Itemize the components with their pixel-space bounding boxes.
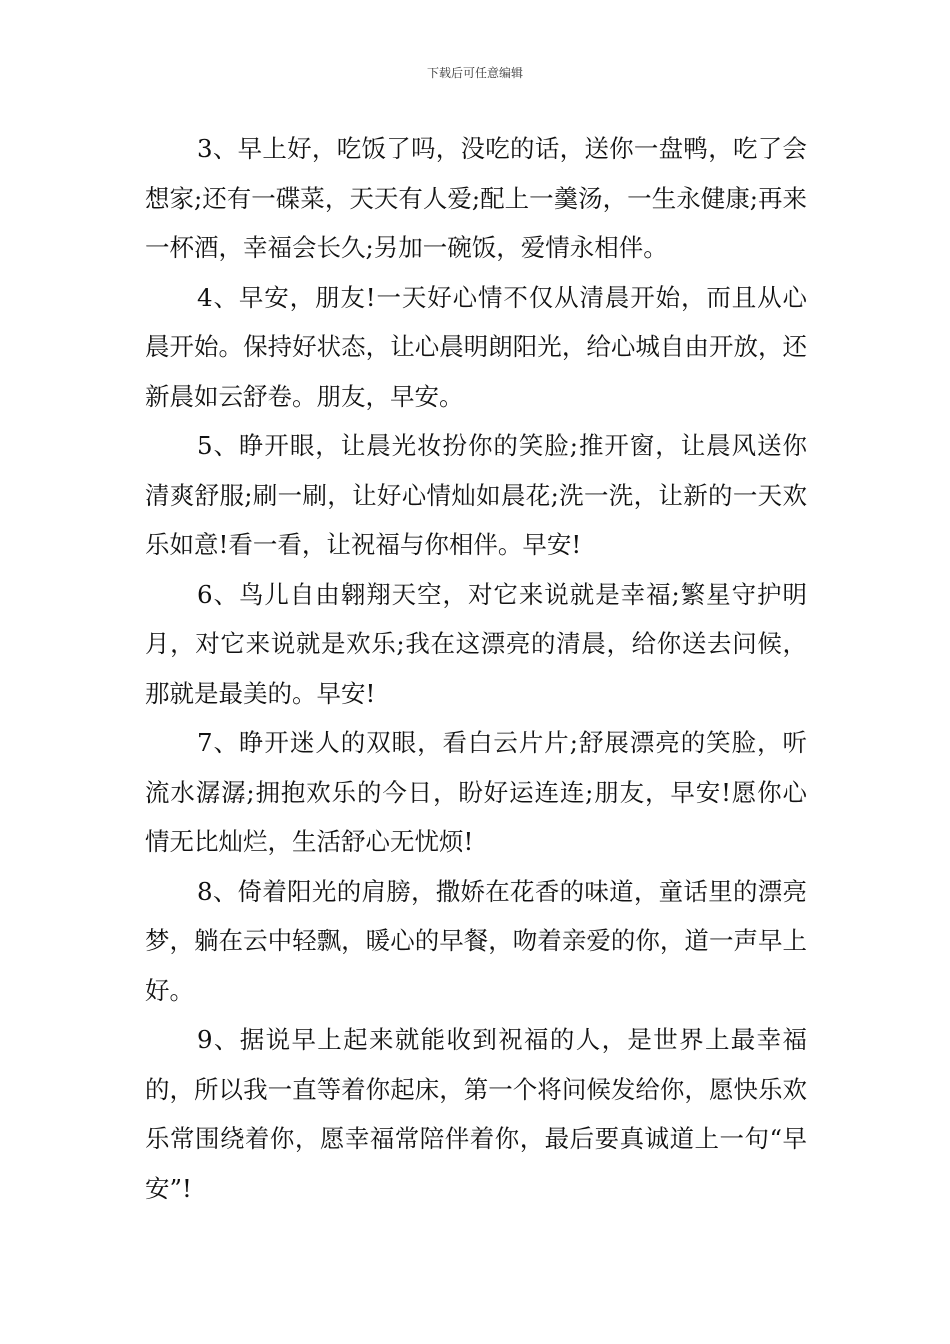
paragraph-3: 3、早上好，吃饭了吗，没吃的话，送你一盘鸭，吃了会想家;还有一碟菜，天天有人爱;配上一羹汤，一生永健康;再来一杯酒，幸福会长久;另加一碗饭，爱情永相伴。 — [145, 134, 807, 262]
page-header: 下载后可任意编辑 — [426, 66, 523, 80]
paragraph-8: 8、倚着阳光的肩膀，撒娇在花香的味道，童话里的漂亮梦，躺在云中轻飘，暖心的早餐，吻着亲爱的你，道一声早上好。 — [145, 876, 807, 1005]
paragraph-5: 5、睁开眼，让晨光妆扮你的笑脸;推开窗，让晨风送你清爽舒服;刷一刷，让好心情灿如晨花;洗一洗，让新的一天欢乐如意!看一看，让祝福与你相伴。早安! — [145, 431, 807, 559]
paragraph-7: 7、睁开迷人的双眼，看白云片片;舒展漂亮的笑脸，听流水潺潺;拥抱欢乐的今日，盼好运连连;朋友，早安!愿你心情无比灿烂，生活舒心无忧烦! — [145, 728, 807, 856]
paragraph-4: 4、早安，朋友!一天好心情不仅从清晨开始，而且从心晨开始。保持好状态，让心晨明朗阳光，给心城自由开放，还新晨如云舒卷。朋友，早安。 — [145, 282, 807, 411]
document-body — [145, 124, 807, 1213]
paragraph-6: 6、鸟儿自由翱翔天空，对它来说就是幸福;繁星守护明月，对它来说就是欢乐;我在这漂亮的清晨，给你送去问候，那就是最美的。早安! — [145, 579, 807, 708]
paragraph-9: 9、据说早上起来就能收到祝福的人，是世界上最幸福的，所以我一直等着你起床，第一个将问候发给你，愿快乐欢乐常围绕着你，愿幸福常陪伴着你，最后要真诚道上一句“早安”! — [145, 1025, 807, 1203]
